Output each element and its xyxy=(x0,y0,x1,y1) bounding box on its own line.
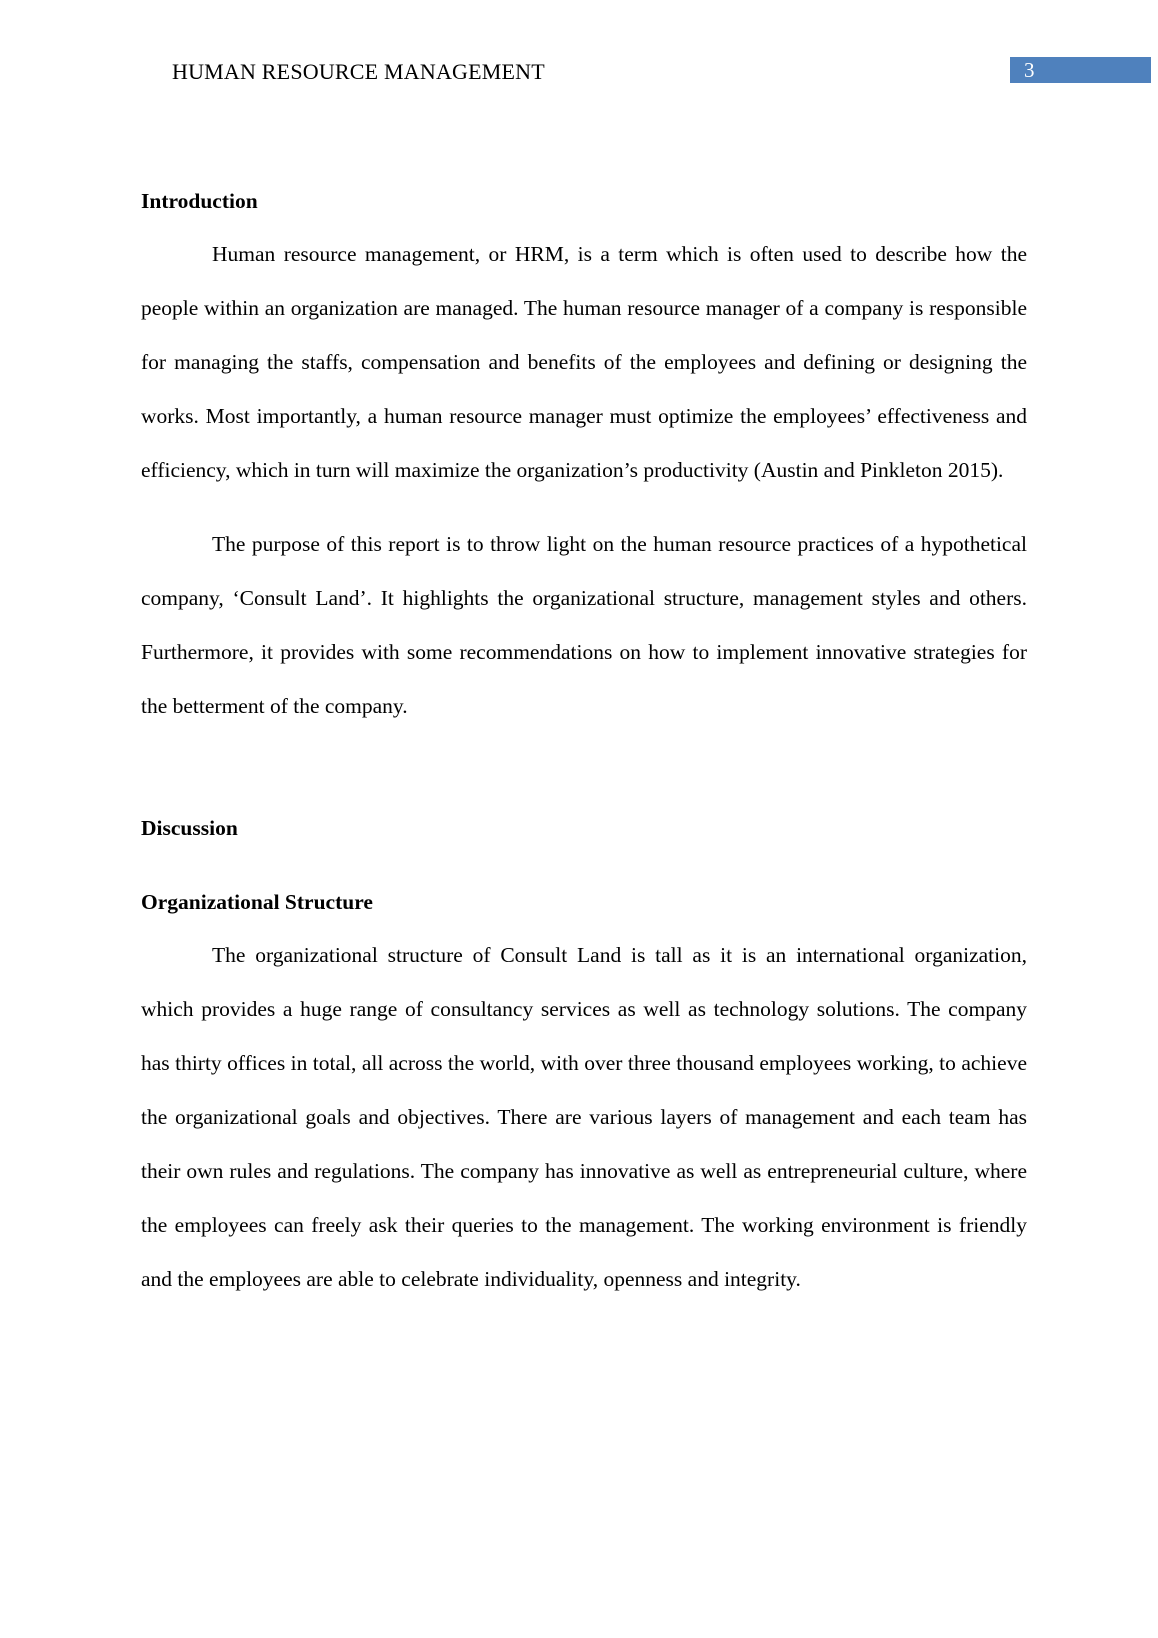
document-body xyxy=(141,186,1027,1306)
page-number-badge: 3 xyxy=(1010,57,1151,83)
paragraph-introduction-2: The purpose of this report is to throw light on the human resource practices of a hypothetical company, ‘Consult Land’. It highlights the organizational structure, management styles and others. Furthermore, it provides with some recommendations on how to implement innovative strategies for the betterment of the company. xyxy=(141,532,1027,718)
heading-organizational-structure: Organizational Structure xyxy=(141,890,373,914)
heading-discussion: Discussion xyxy=(141,816,238,840)
paragraph-organizational-structure-1: The organizational structure of Consult Land is tall as it is an international organization, which provides a huge range of consultancy services as well as technology solutions. The company has thirty offices in total, all across the world, with over three thousand employees working, to achieve the organizational goals and objectives. There are various layers of management and each team has their own rules and regulations. The company has innovative as well as entrepreneurial culture, where the employees can freely ask their queries to the management. The working environment is friendly and the employees are able to celebrate individuality, openness and integrity. xyxy=(141,943,1027,1291)
paragraph-introduction-1: Human resource management, or HRM, is a term which is often used to describe how the people within an organization are managed. The human resource manager of a company is responsible for managing the staffs, compensation and benefits of the employees and defining or designing the works. Most importantly, a human resource manager must optimize the employees’ effectiveness and efficiency, which in turn will maximize the organization’s productivity (Austin and Pinkleton 2015). xyxy=(141,242,1027,482)
heading-introduction: Introduction xyxy=(141,189,258,213)
running-header-title: HUMAN RESOURCE MANAGEMENT xyxy=(172,59,545,84)
